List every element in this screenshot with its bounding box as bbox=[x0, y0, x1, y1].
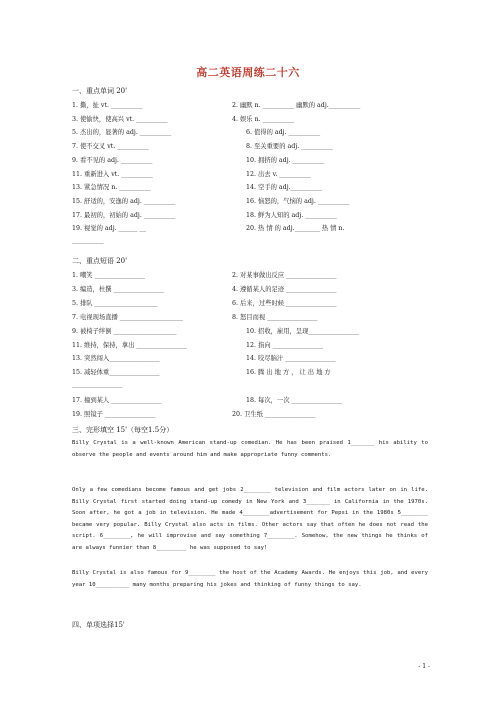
item-row bbox=[72, 196, 428, 206]
section1-heading: 一、重点单词 20' bbox=[72, 87, 128, 95]
item-left: 9. 看不见的 adj. __________ bbox=[72, 156, 153, 164]
item-row bbox=[72, 353, 428, 363]
item-left: 15. 减轻体重________________ bbox=[72, 369, 160, 377]
item-left: 1. 嘲笑 ________________ bbox=[72, 272, 145, 279]
page-title: 高二英语周练二十六 bbox=[196, 66, 300, 79]
item-row bbox=[72, 409, 428, 419]
item-row bbox=[72, 326, 428, 336]
item-left: __________ bbox=[72, 237, 104, 244]
item-right: 4. 遵循某人的足迹 ________________ bbox=[232, 285, 337, 293]
cloze-paragraph: Billy Crystal is also famous for 9________ the host of the Academy Awards. He enjoys this job, and every year 10__________ many months preparing his jokes and thinking of funny things to say. bbox=[72, 570, 428, 588]
item-row bbox=[72, 223, 428, 233]
item-row bbox=[72, 237, 428, 247]
cloze-paragraph: Only a few comedians become famous and get jobs 2________ television and film actors later on in life. Billy Crystal first started doing stand-up comedy in New York and 3_______ in California in the 1970s. Soon after, he got a job in television. He made 4________advertisement for Pepsi in the 1980s 5________ became very popular. Billy Crystal also acts in films. Other actors say that often he does not read the script. 6________, he will improvise and say something 7________. Somehow, the new things he thinks of are always funnier than 8_________ he was supposed to say! bbox=[72, 487, 428, 551]
item-row bbox=[72, 340, 428, 350]
item-row bbox=[72, 155, 428, 165]
item-row bbox=[72, 367, 428, 377]
item-right: 20. 热 情 的 adj.________ 热 情 n. bbox=[246, 225, 345, 233]
section3-heading: 三、完形填空 15'（每空1.5分） bbox=[72, 426, 174, 434]
item-right: 8. 至关重要的 adj. __________ bbox=[246, 143, 333, 151]
item-right: 8. 怒目而视 ________________ bbox=[232, 313, 318, 321]
item-right: 14. 空手的 adj.__________ bbox=[246, 184, 323, 192]
item-row bbox=[72, 182, 428, 192]
item-row bbox=[72, 312, 428, 322]
item-left: 13. 紧急情况 n. __________ bbox=[72, 184, 151, 192]
item-left: 15. 舒适的，安逸的 adj. __________ bbox=[72, 197, 176, 205]
item-row bbox=[72, 141, 428, 151]
item-left: 1. 撕，扯 vt. __________ bbox=[72, 102, 143, 109]
item-right: 18. 鲜为人知的 adj. __________ bbox=[246, 211, 337, 219]
item-left: 19. 视觉的 adj. ______ __ bbox=[72, 225, 146, 233]
section2-heading: 二、重点短语 20' bbox=[72, 257, 128, 265]
item-right: 18. 每次，一次 ________________ bbox=[246, 397, 342, 405]
item-left: 9. 被椅子绊倒 ____________________ bbox=[72, 327, 177, 335]
item-left: 11. 维持，保持，拿出 ________________ bbox=[72, 341, 187, 349]
item-row bbox=[72, 210, 428, 220]
item-right: 14. 咬尽脑汁 ________________ bbox=[246, 355, 336, 363]
item-right: 4. 娱乐 n. __________ bbox=[232, 115, 295, 123]
item-left: 11. 重新进入 vt. __________ bbox=[72, 170, 153, 178]
page-number: - 1 - bbox=[418, 663, 430, 670]
item-right: 10. 招收，雇用，呈现________________ bbox=[246, 327, 359, 335]
item-right: 12. 指向 ________________ bbox=[246, 341, 323, 349]
section4-heading: 四、单项选择15' bbox=[72, 621, 125, 629]
item-row bbox=[72, 284, 428, 294]
item-row bbox=[72, 169, 428, 179]
item-row bbox=[72, 395, 428, 405]
item-row bbox=[72, 114, 428, 124]
item-right: 16. 腾 出 地 方 ， 让 出 地 方 bbox=[246, 369, 331, 377]
item-left: 17. 最初的，初始的 adj. __________ bbox=[72, 211, 176, 219]
item-left: 3. 使愉快，使高兴 vt. __________ bbox=[72, 115, 168, 123]
item-row bbox=[72, 270, 428, 280]
item-row bbox=[72, 298, 428, 308]
item-right: 12. 出去 v. __________ bbox=[246, 170, 311, 178]
item-row bbox=[72, 100, 428, 110]
item-right: 6. 值得的 adj. __________ bbox=[246, 129, 321, 137]
item-left: 7. 使不交叉 vt. __________ bbox=[72, 143, 149, 151]
item-row bbox=[72, 127, 428, 137]
item-right: 10. 拥挤的 adj. __________ bbox=[246, 156, 325, 164]
item-left: ________________ bbox=[72, 381, 123, 389]
item-right: 2. 幽默 n. __________ 幽默的 adj.__________ bbox=[232, 102, 361, 109]
item-right: 2. 对某事做出反应 ________________ bbox=[232, 272, 337, 279]
item-left: 17. 撞到某人 ________________ bbox=[72, 397, 162, 405]
item-left: 7. 电视现场直播 ____________________ bbox=[72, 313, 183, 321]
item-left: 5. 排队 ____________________ bbox=[72, 299, 158, 307]
item-left: 5. 杰出的，显著的 adj. __________ bbox=[72, 129, 172, 137]
item-left: 19. 照镜子 ________________ bbox=[72, 411, 156, 418]
item-row bbox=[72, 381, 428, 391]
item-left: 13. 突然闯入________________ bbox=[72, 355, 160, 363]
item-right: 16. 恼怒的，气恼的 adj. __________ bbox=[246, 197, 350, 205]
cloze-paragraph: Billy Crystal is a well-known American stand-up comedian. He has been praised 1_______ his ability to observe the people and events around him and make appropriate funny comments. bbox=[72, 440, 428, 458]
item-right: 20. 卫生纸 ________________ bbox=[232, 411, 316, 418]
item-right: 6. 后来，过些时候 ________________ bbox=[232, 299, 337, 307]
item-left: 3. 编造，杜撰 ________________ bbox=[72, 285, 164, 293]
